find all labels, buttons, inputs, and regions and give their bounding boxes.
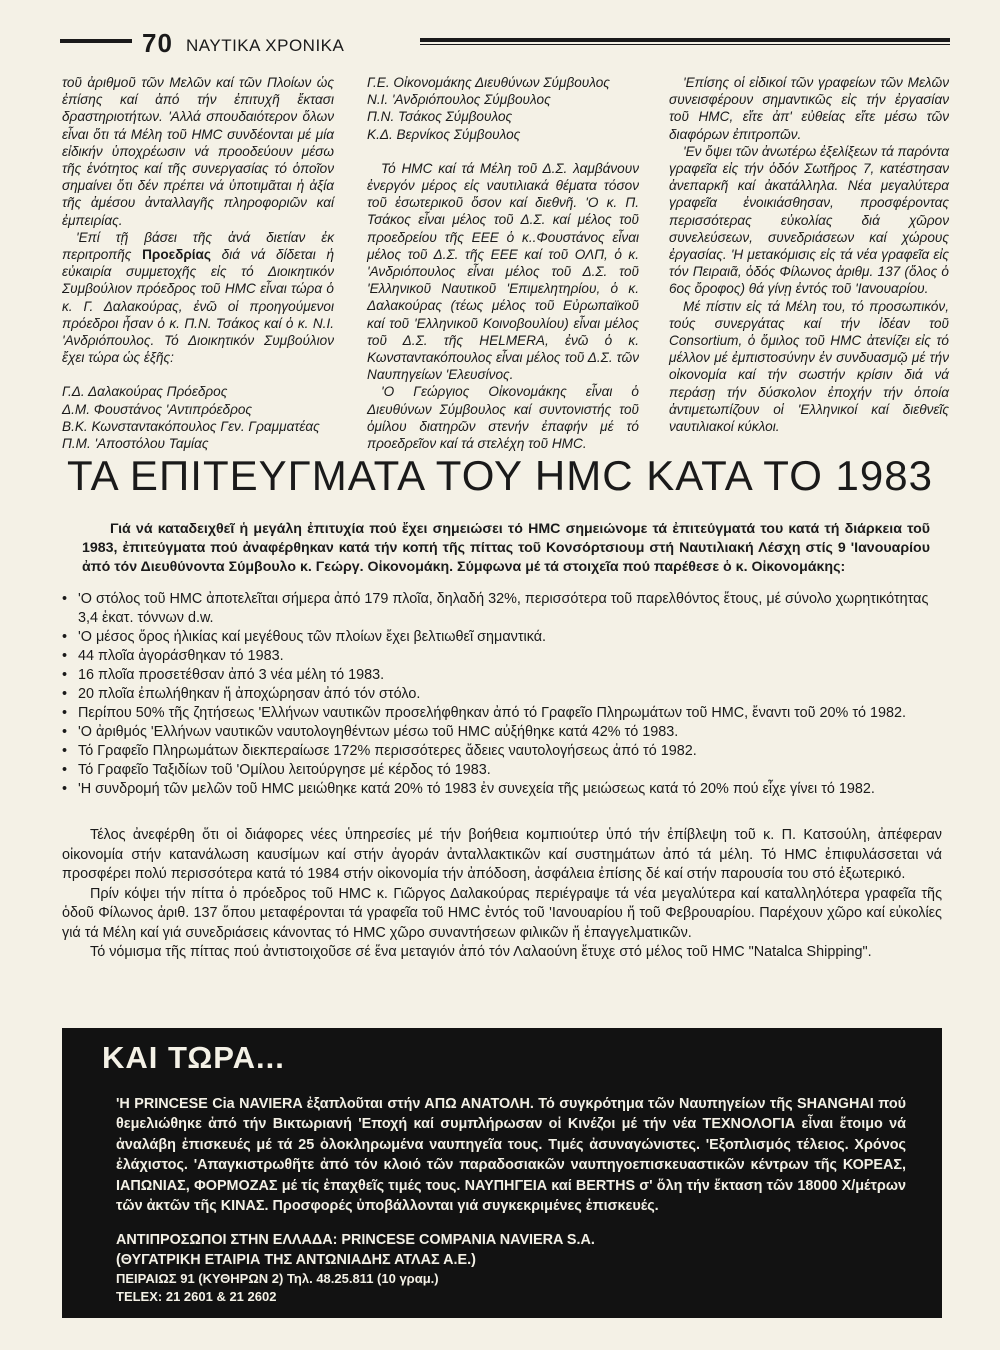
bullet-icon: • xyxy=(62,648,68,664)
list-item xyxy=(62,780,942,799)
list-item-text: 'Ο στόλος τοῦ HMC ἀποτελεῖται σήμερα ἀπό 179 πλοῖα, δηλαδή 32%, περισσότερα τοῦ παρελθόντος ἔτους, μέ σύνολο χωρητικότητας 3,4 ἑκατ. τόννων d.w. xyxy=(78,591,929,626)
board-member: Π.Ν. Τσάκος Σύμβουλος xyxy=(367,109,513,125)
bullet-icon: • xyxy=(62,686,68,702)
page-header xyxy=(60,28,950,58)
col2-paragraph-2: 'Ο Γεώργιος Οἰκονομάκης εἶναι ὁ Διευθύνων Σύμβουλος καί συντονιστής τοῦ ὁμίλου διατηρῶν στενήν ἐπαφήν μέ τό προεδρεῖον καί τά στελέχη τοῦ HMC. xyxy=(367,384,639,452)
col3-paragraph-3: Μέ πίστιν εἰς τά Μέλη του, τό προσωπικόν, τούς συνεργάτας καί τήν ἰδέαν τοῦ Consortium, ὁ ὅμιλος τοῦ HMC ἀτενίζει εἰς τό μέλλον μέ ἐμπιστοσύνην ἐν συνδυασμῷ μέ τήν οἰκονομία καί τήν σωστήν κρίσιν διά νά περάσῃ τήν δύσκολον ἐποχήν τήν ὁποία ἀντιμετωπίζουν οἱ 'Ελληνικοί καί διεθνεῖς ναυτιλιακοί κύκλοι. xyxy=(669,298,949,435)
list-item xyxy=(62,704,942,723)
bullet-icon: • xyxy=(62,781,68,797)
board-member: Π.Μ. 'Αποστόλου Ταμίας xyxy=(62,436,209,452)
col3-paragraph-2: 'Εν ὄψει τῶν ἀνωτέρω ἐξελίξεων τά παρόντα γραφεῖα εἰς τήν ὁδόν Σωτῆρος 7, κατέστησαν ἀνεπαρκῆ καί ἀκατάλληλα. Νέα μεγαλύτερα γραφεῖα ἐνοικιάσθησαν, προσφέροντας περισσότερας εὐκολίας διά χῶρον συνελεύσεων, συνεδριάσεων καί χώρους ἐργασίας. 'Η μετακόμισις εἰς τά νέα γραφεῖα εἰς τόν Πειραιᾶ, ὁδός Φίλωνος ἀριθμ. 137 (ὅλος ὁ 6ος ὄροφος) θά γίνῃ ἐντός τοῦ 'Ιανουαρίου. xyxy=(669,143,949,297)
list-item xyxy=(62,647,942,666)
col3-paragraph-1: 'Επίσης οἱ εἰδικοί τῶν γραφείων τῶν Μελῶν συνεισφέρουν σημαντικῶς εἰς τήν ἐργασίαν τοῦ HMC, εἴτε ἀπ' εὐθείας εἴτε μέσω τῶν διαφόρων ἐπιτροπῶν. xyxy=(669,75,949,142)
bullet-icon: • xyxy=(62,705,68,721)
advertisement-box xyxy=(62,1028,942,1318)
col1-p2-end: διά νά δίδεται ἡ εὐκαιρία συμμετοχῆς εἰς τό Διοικητικόν Συμβούλιον πρόεδρος τοῦ HMC εἶναι τώρα ὁ κ. Γ. Δαλακούρας, ἐνῶ οἱ προηγούμενοι πρόεδροι ἦσαν ὁ κ. Π.Ν. Τσάκος καί ὁ κ. Ν.Ι. 'Ανδριόπουλος. Τό Διοικητικόν Συμβούλιον ἔχει τώρα ὡς ἑξῆς: xyxy=(62,247,334,366)
board-member: Γ.Ε. Οἰκονομάκης Διευθύνων Σύμβουλος xyxy=(367,75,610,90)
col1-p2-bold: Προεδρίας xyxy=(142,247,211,263)
ad-address: ΠΕΙΡΑΙΩΣ 91 (ΚΥΘΗΡΩΝ 2) Τηλ. 48.25.811 (10 γραμ.) xyxy=(116,1271,439,1286)
article-intro: Γιά νά καταδειχθεῖ ἡ μεγάλη ἐπιτυχία πού ἔχει σημειώσει τό HMC σημειώνομε τά ἐπιτεύγματά του κατά τή διάρκεια τοῦ 1983, ἐπιτεύγματα πού ἀναφέρθηκαν κατά τήν κοπή τῆς πίττας τοῦ Κονσόρτσιουμ στή Ναυτιλιακή Λέσχη στίς 9 'Ιανουαρίου ἀπό τόν Διευθύνοντα Σύμβουλο κ. Γεώργ. Οἰκονομάκη. Σύμφωνα μέ τά στοιχεῖα πού παρέθεσε ὁ κ. Οἰκονομάκης: xyxy=(82,521,930,575)
list-item-text: 20 πλοῖα ἐπωλήθηκαν ἤ ἀποχώρησαν ἀπό τόν στόλο. xyxy=(78,686,421,702)
ad-reps-line: ΑΝΤΙΠΡΟΣΩΠΟΙ ΣΤΗΝ ΕΛΛΑΔΑ: PRINCESE COMPANIA NAVIERA S.A. xyxy=(116,1232,595,1248)
list-item-text: 16 πλοῖα προσετέθσαν ἀπό 3 νέα μέλη τό 1983. xyxy=(78,667,385,683)
article-title: ΤΑ ΕΠΙΤΕΥΓΜΑΤΑ ΤΟΥ HMC ΚΑΤΑ ΤΟ 1983 xyxy=(67,452,933,499)
header-rule-right xyxy=(420,38,950,42)
list-item xyxy=(62,685,942,704)
closing-paragraph: Τό νόμισμα τῆς πίττας πού ἀντιστοιχοῦσε σέ ἕνα μεταγιόν ἀπό τόν Λαλαούνη ἔτυχε στό μέλος τοῦ HMC "Natalca Shipping". xyxy=(90,944,872,960)
column-2 xyxy=(367,74,639,452)
ad-body: 'Η PRINCESE Cia NAVIERA ἐξαπλοῦται στήν ΑΠΩ ΑΝΑΤΟΛΗ. Τό συγκρότημα τῶν Ναυπηγείων τῆς SHANGHAI πού θεμελιώθηκε ἀπό τήν Βικτωριανή 'Εποχή καί συμπλήρωσαν οἱ Κινέζοι μέ τήν νέα ΤΕΧΝΟΛΟΓΙΑ εἶναι ἕτοιμο νά ἀναλάβη ἐπισκευές μέ τά 25 ὁλοκληρωμένα ναυπηγεῖα τους. Τιμές ἀσυναγώνιστες. 'Εξοπλισμός τέλειος. Χρόνος ἐλάχιστος. 'Απαγκιστρωθῆτε ἀπό τόν κλοιό τῶν παραδοσιακῶν ναυπηγοεπισκευαστικῶν κέντρων τῆς ΚΟΡΕΑΣ, ΙΑΠΩΝΙΑΣ, ΦΟΡΜΟΖΑΣ μέ τίς ἐπαχθεῖς τιμές τους. ΝΑΥΠΗΓΕΙΑ καί BERTHS σ' ὅλη τήν ἔκταση τῶν 18000 Χ/μέτρων τῶν ἀκτῶν τῆς ΚΙΝΑΣ. Προσφορές ὑποβάλλονται γιά συγκεκριμένες ἐπισκευές. xyxy=(116,1096,906,1215)
list-item xyxy=(62,628,942,647)
bullet-icon: • xyxy=(62,629,68,645)
list-item-text: 'Ο μέσος ὅρος ἡλικίας καί μεγέθους τῶν πλοίων ἔχει βελτιωθεῖ σημαντικά. xyxy=(78,629,547,645)
bullet-icon: • xyxy=(62,591,68,607)
col2-paragraph-1: Τό HMC καί τά Μέλη τοῦ Δ.Σ. λαμβάνουν ἐνεργόν μέρος εἰς ναυτιλιακά θέματα τόσον τοῦ ἐσωτερικοῦ ὅσον καί διεθνῆ. 'Ο κ. Π. Τσάκος εἶναι μέλος τοῦ Δ.Σ. καί μέλος τοῦ προεδρείου τῆς ΕΕΕ ὁ κ..Φουστάνος εἶναι μέλος τοῦ Δ.Σ. τῆς ΕΕΕ καί τοῦ ΟΛΠ, ὁ κ. 'Ανδριόπουλος εἶναι μέλος τοῦ Δ.Σ. τοῦ 'Ελληνικοῦ Ναυτικοῦ 'Επιμελητηρίου, ὁ κ. Δαλακούρας (τέως μέλος τοῦ Εὐρωπαϊκοῦ καί τοῦ 'Ελληνικοῦ Κοινοβουλίου) εἶναι μέλος τοῦ Δ.Σ. τῆς HELMERA, ἐνῶ ὁ κ. Κωνσταντακόπουλος εἶναι μέλος τοῦ Δ.Σ. τῶν Ναυπηγείων 'Ελευσίνος. xyxy=(367,160,639,383)
col1-paragraph-1: τοῦ ἀριθμοῦ τῶν Μελῶν καί τῶν Πλοίων ὡς ἐπίσης καί ἀπό τήν ἐπιτυχῆ ἔκτασι δραστηριοτήτων. 'Αλλά σπουδαιότερον ὅλων εἶναι ὅτι τά Μέλη τοῦ HMC συνδέονται μέ μία εἰδικήν ὑποχρέωσιν νά προοδεύουν μέσω τῆς ἑνότητος καί τῆς συνεργασίας τό ὁποῖον σημαίνει ὅτι δέν πρέπει νά ὑποτιμᾶται ἡ ἀξία τῆς ἀμέσου ἀνταλλαγῆς πληροφοριῶν καί ἐμπειρίας. xyxy=(62,75,334,228)
col1-paragraph-2 xyxy=(62,229,334,367)
ad-reps-line: (ΘΥΓΑΤΡΙΚΗ ΕΤΑΙΡΙΑ ΤΗΣ ΑΝΤΩΝΙΑΔΗΣ ΑΤΛΑΣ Α.Ε.) xyxy=(116,1252,476,1268)
column-1 xyxy=(62,74,334,452)
board-member: Ν.Ι. 'Ανδριόπουλος Σύμβουλος xyxy=(367,92,551,108)
board-member: Δ.Μ. Φουστάνος 'Αντιπρόεδρος xyxy=(62,401,253,417)
board-member: Κ.Δ. Βερνίκος Σύμβουλος xyxy=(367,126,521,142)
column-3 xyxy=(669,74,949,435)
achievements-list xyxy=(62,590,942,799)
list-item-text: Τό Γραφεῖο Ταξιδίων τοῦ 'Ομίλου λειτούργησε μέ κέρδος τό 1983. xyxy=(78,762,491,778)
list-item-text: 44 πλοῖα ἀγοράσθηκαν τό 1983. xyxy=(78,648,284,664)
ad-telex: TELEX: 21 2601 & 21 2602 xyxy=(116,1289,277,1304)
bullet-icon: • xyxy=(62,724,68,740)
list-item xyxy=(62,666,942,685)
list-item-text: Τό Γραφεῖο Πληρωμάτων διεκπεραίωσε 172% περισσότερες ἄδειες ναυτολογήσεως ἀπό τό 1982. xyxy=(78,743,697,759)
col1-p2-start: 'Επί τῇ βάσει τῆς ἀνά διετίαν ἐκ περιτροπῆς xyxy=(62,229,334,263)
closing-paragraph: Τέλος ἀνεφέρθη ὅτι οἱ διάφορες νέες ὑπηρεσίες μέ τήν βοήθεια κομπιούτερ ὑπό τήν ἐπίβλεψη τοῦ κ. Π. Κατσούλη, ἀπέφεραν οἰκονομία στήν κατανάλωση καυσίμων καί στήν ἀγοράν ἀνταλλακτικῶν καί συστημάτων ἀπό τά μέλη. Τό HMC ἐπιφυλάσσεται νά προσφέρει πολύ περισσότερα κατά τό 1984 στήν οἰκονομία τήν ἀπόδοση, ἀσφάλεια ἐπίσης δέ καί στήν παρουσία του στό ἐξωτερικό. xyxy=(62,827,942,882)
list-item-text: 'Ο ἀριθμός 'Ελλήνων ναυτικῶν ναυτολογηθέντων μέσω τοῦ HMC αὐξήθηκε κατά 42% τό 1983. xyxy=(78,724,679,740)
list-item-text: Περίπου 50% τῆς ζητήσεως 'Ελλήνων ναυτικῶν προσελήφθηκαν ἀπό τό Γραφεῖο Πληρωμάτων τοῦ HMC, ἔναντι τοῦ 20% τό 1982. xyxy=(78,705,907,721)
list-item xyxy=(62,761,942,780)
bullet-icon: • xyxy=(62,762,68,778)
ad-title: ΚΑΙ ΤΩΡΑ... xyxy=(102,1040,285,1075)
list-item xyxy=(62,742,942,761)
board-member: Γ.Δ. Δαλακούρας Πρόεδρος xyxy=(62,384,228,400)
list-item xyxy=(62,590,942,628)
list-item xyxy=(62,723,942,742)
header-rule-left xyxy=(60,39,132,43)
article-closing xyxy=(62,826,942,963)
bullet-icon: • xyxy=(62,743,68,759)
publication-title: ΝΑΥΤΙΚΑ ΧΡΟΝΙΚΑ xyxy=(186,36,345,55)
page-number: 70 xyxy=(142,28,173,58)
ad-representatives xyxy=(116,1230,906,1306)
bullet-icon: • xyxy=(62,667,68,683)
header-rule-right-thin xyxy=(420,44,950,45)
list-item-text: 'Η συνδρομή τῶν μελῶν τοῦ HMC μειώθηκε κατά 20% τό 1983 ἐν συνεχεία τῆς μειώσεως κατά τό 20% πού εἶχε γίνει τό 1982. xyxy=(78,781,875,797)
board-member: Β.Κ. Κωνσταντακόπουλος Γεν. Γραμματέας xyxy=(62,418,320,434)
closing-paragraph: Πρίν κόψει τήν πίττα ὁ πρόεδρος τοῦ HMC κ. Γιῶργος Δαλακούρας περιέγραψε τά νέα μεγαλύτερα καί καταλληλότερα γραφεῖα τῆς ὁδοῦ Φίλωνος ἀριθ. 137 ὅπου μεταφέρονται τά γραφεῖα τοῦ HMC ἐντός τοῦ 'Ιανουαρίου ἤ τοῦ Φεβρουαρίου. Παρέχουν χῶρο καί εὐκολίες γιά τά Μέλη καί γιά συνεδριάσεις κάνοντας τό HMC χῶρο συναντήσεων φιλικῶν ἤ ἐπαγγελματικῶν. xyxy=(62,885,942,941)
